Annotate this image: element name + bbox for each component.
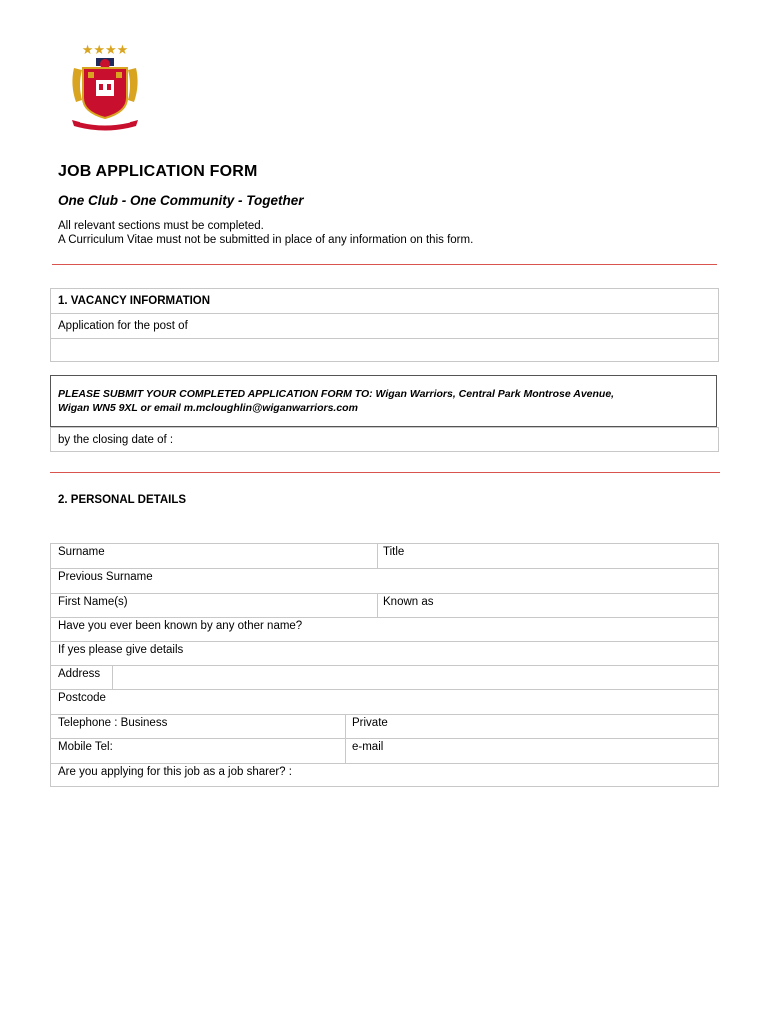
mobile-label: Mobile Tel: [58,741,113,753]
personal-heading: 2. PERSONAL DETAILS [58,494,187,506]
submit-instructions [58,388,614,415]
other-name-row[interactable] [51,617,718,641]
post-label-row [51,313,718,338]
previous-surname-row[interactable] [51,568,718,593]
post-field[interactable] [51,338,718,362]
section-divider [52,264,717,265]
first-names-row[interactable] [51,593,718,617]
intro-text [58,219,473,247]
personal-details-table [50,543,719,787]
form-title: JOB APPLICATION FORM [58,163,258,180]
address-row[interactable] [51,665,718,689]
section-divider [50,472,720,473]
known-as-label: Known as [383,596,434,608]
submit-instructions-box [50,375,717,427]
give-details-row[interactable] [51,641,718,665]
other-name-label: Have you ever been known by any other name? [58,620,303,632]
job-sharer-label: Are you applying for this job as a job sharer? : [58,766,292,778]
closing-date-field[interactable] [50,427,719,452]
crest-stars: ★★★★ [81,43,129,58]
closing-date-label: by the closing date of : [58,434,174,446]
job-sharer-row[interactable] [51,763,718,787]
first-names-label: First Name(s) [58,596,128,608]
vacancy-heading: 1. VACANCY INFORMATION [58,295,211,307]
submit-line-2: Wigan WN5 9XL or email m.mcloughlin@wiganwarriors.com [58,401,358,414]
surname-label: Surname [58,546,105,558]
telephone-business-label: Telephone : Business [58,717,168,729]
intro-line-1: All relevant sections must be completed. [58,220,264,232]
title-label: Title [383,546,405,558]
postcode-row[interactable] [51,689,718,714]
submit-line-1: PLEASE SUBMIT YOUR COMPLETED APPLICATION FORM TO: Wigan Warriors, Central Park Montrose Avenue, [58,388,615,400]
previous-surname-label: Previous Surname [58,571,153,583]
club-tagline: One Club - One Community - Together [58,193,304,208]
vacancy-section [50,288,719,362]
address-label: Address [58,668,101,680]
intro-line-2: A Curriculum Vitae must not be submitted in place of any information on this form. [58,234,474,246]
post-label: Application for the post of [58,320,188,332]
give-details-label: If yes please give details [58,644,184,656]
telephone-row[interactable] [51,714,718,738]
private-label: Private [352,717,388,729]
mobile-row[interactable] [51,738,718,763]
email-label: e-mail [352,741,384,753]
postcode-label: Postcode [58,692,106,704]
club-crest-logo [66,40,144,132]
